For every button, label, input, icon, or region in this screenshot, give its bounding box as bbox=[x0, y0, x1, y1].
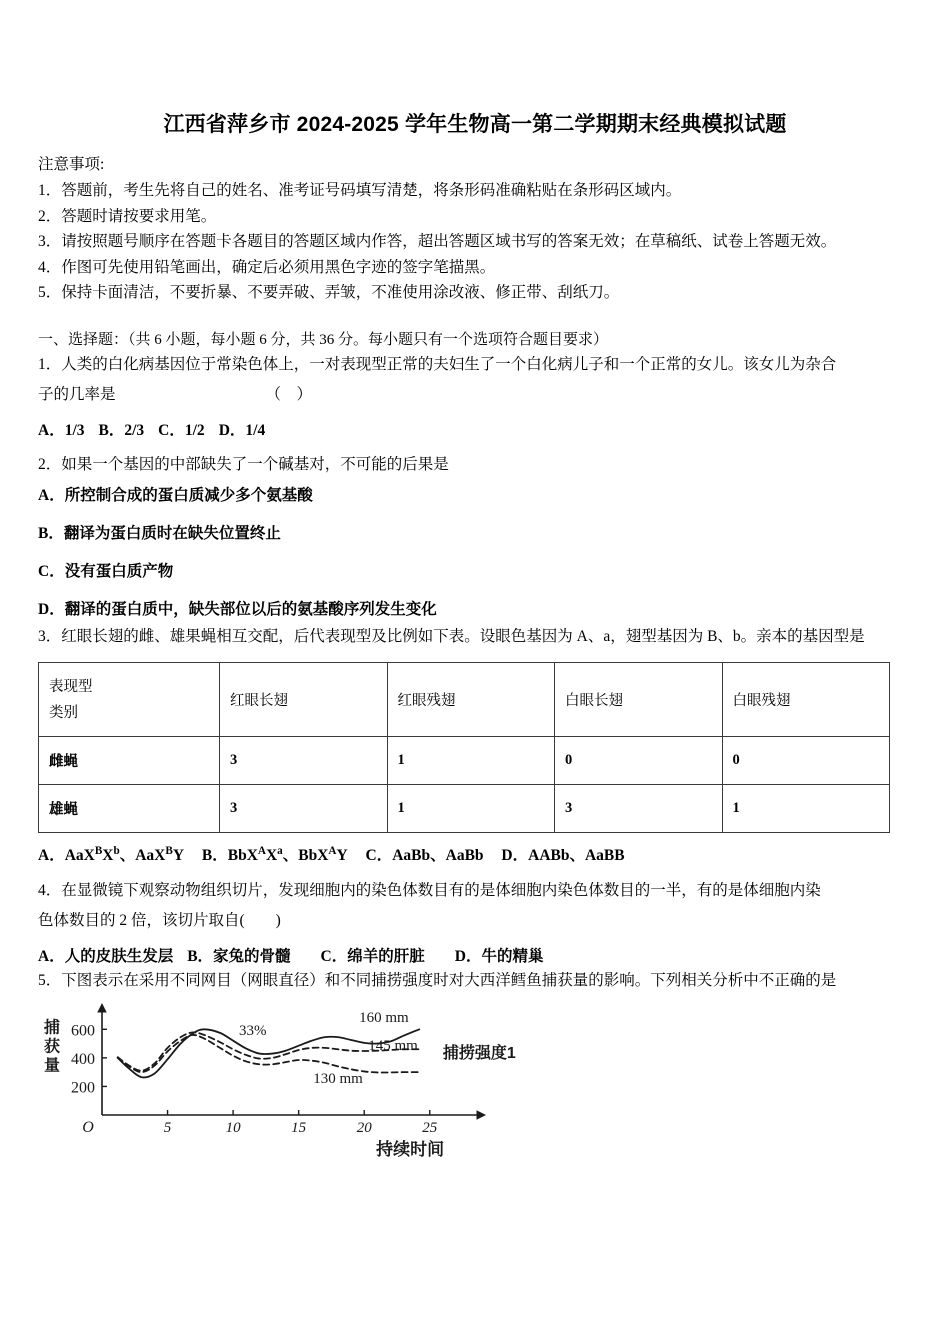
phenotype-ratio-table bbox=[38, 662, 890, 833]
chart-svg bbox=[36, 1003, 516, 1163]
table-header-cell: 红眼长翅 bbox=[220, 663, 388, 737]
question-5 bbox=[38, 968, 928, 993]
chart-annotation: 145 mm bbox=[368, 1038, 418, 1054]
notice-block bbox=[38, 152, 918, 306]
question-1-stem-line1: 1．人类的白化病基因位于常染色体上，一对表现型正常的夫妇生了一个白化病儿子和一个正常的女儿。该女儿为杂合 bbox=[38, 356, 837, 373]
question-2-number: 2． bbox=[38, 456, 62, 473]
x-tick-label: 20 bbox=[356, 1120, 372, 1136]
question-3-stem: 3．红眼长翅的雌、雄果蝇相互交配，后代表现型及比例如下表。设眼色基因为 A、a，翅型基因为 B、b。亲本的基因型是 bbox=[38, 628, 865, 645]
x-tick-label: 10 bbox=[225, 1120, 241, 1136]
section-heading-choice: 一、选择题：（共 6 小题，每小题 6 分，共 36 分。每小题只有一个选项符合题目要求） bbox=[38, 332, 609, 348]
chart-annotation: 160 mm bbox=[359, 1010, 409, 1027]
option-a[interactable]: A．1/3 bbox=[38, 422, 85, 439]
table-row bbox=[39, 785, 890, 833]
question-5-number: 5． bbox=[38, 972, 62, 989]
question-5-stem: 5．下图表示在采用不同网目（网眼直径）和不同捕捞强度时对大西洋鳕鱼捕获量的影响。下列相关分析中不正确的是 bbox=[38, 972, 837, 989]
option-b[interactable]: B．家兔的骨髓 bbox=[187, 948, 291, 965]
question-2-option-b[interactable]: B．翻译为蛋白质时在缺失位置终止 bbox=[38, 525, 281, 542]
option-d[interactable]: D．牛的精巢 bbox=[454, 948, 544, 965]
table-row-label: 雄蝇 bbox=[39, 785, 220, 833]
chart-annotation: 130 mm bbox=[313, 1070, 363, 1087]
y-axis-label-char: 获 bbox=[43, 1038, 61, 1056]
notice-item: 2．答题时请按要求用笔。 bbox=[38, 207, 217, 225]
page-title: 江西省萍乡市 2024-2025 学年生物高一第二学期期末经典模拟试题 bbox=[163, 113, 787, 136]
table-header-cell: 白眼残翅 bbox=[722, 663, 890, 737]
notice-item: 1．答题前，考生先将自己的姓名、准考证号码填写清楚，将条形码准确粘贴在条形码区域内。 bbox=[38, 182, 682, 199]
y-tick-label: 200 bbox=[71, 1079, 95, 1097]
x-axis-label: 持续时间 bbox=[376, 1140, 445, 1159]
notice-item: 5．保持卡面清洁，不要折暴、不要弄破、弄皱，不准使用涂改液、修正带、刮纸刀。 bbox=[38, 284, 620, 301]
question-3-options bbox=[38, 833, 928, 874]
question-3-option-d[interactable]: D．AABb、AaBB bbox=[501, 847, 625, 865]
table-header-cell: 白眼长翅 bbox=[555, 663, 723, 737]
option-c[interactable]: C．1/2 bbox=[158, 422, 205, 439]
origin-label: O bbox=[82, 1119, 94, 1136]
table-header-cell-category bbox=[39, 663, 220, 737]
question-1 bbox=[38, 352, 928, 449]
question-3-option-c[interactable]: C．AaBb、AaBb bbox=[365, 847, 484, 865]
table-cell: 1 bbox=[722, 785, 890, 833]
question-3 bbox=[38, 624, 928, 649]
question-3-option-b[interactable]: B．$BbX^AX^a$、BbX$^A$Y bbox=[201, 845, 348, 865]
question-3-option-list bbox=[38, 833, 928, 874]
table-row bbox=[39, 737, 890, 785]
table-cell: 3 bbox=[220, 785, 388, 833]
option-b[interactable]: B．2/3 bbox=[98, 422, 145, 439]
question-1-stem-line2: 子的几率是 （ ） bbox=[38, 386, 313, 403]
question-1-answer-blank: （ ） bbox=[265, 386, 313, 403]
chart-annotation: 33% bbox=[239, 1023, 267, 1039]
question-4-number: 4． bbox=[38, 882, 62, 899]
question-1-options bbox=[38, 413, 928, 449]
question-1-number: 1． bbox=[38, 356, 62, 373]
question-2-option-d[interactable]: D．翻译的蛋白质中，缺失部位以后的氨基酸序列发生变化 bbox=[38, 601, 437, 618]
question-4-stem-line2: 色体数目的 2 倍，该切片取自( ) bbox=[38, 912, 281, 929]
notice-item: 4．作图可先使用铅笔画出，确定后必须用黑色字迹的签字笔描黑。 bbox=[38, 258, 496, 276]
y-axis-label-char: 量 bbox=[43, 1057, 61, 1075]
question-3-option-a[interactable]: A．$AaX^BX^b$、AaX$^B$Y bbox=[38, 845, 185, 865]
option-d[interactable]: D．1/4 bbox=[218, 422, 266, 439]
y-tick-label: 600 bbox=[71, 1022, 95, 1040]
x-tick-label: 15 bbox=[291, 1120, 307, 1136]
x-tick-label: 25 bbox=[422, 1120, 438, 1136]
header-line-2: 类别 bbox=[49, 705, 78, 721]
table-header-cell: 红眼残翅 bbox=[387, 663, 555, 737]
x-tick-label: 5 bbox=[163, 1120, 172, 1136]
question-3-number: 3． bbox=[38, 628, 62, 645]
question-2-option-c[interactable]: C．没有蛋白质产物 bbox=[38, 563, 174, 580]
fishing-yield-chart bbox=[36, 1003, 516, 1163]
question-2-stem: 2．如果一个基因的中部缺失了一个碱基对，不可能的后果是 bbox=[38, 456, 449, 473]
question-2 bbox=[38, 452, 928, 629]
table-cell: 1 bbox=[387, 737, 555, 785]
option-a[interactable]: A．人的皮肤生发层 bbox=[38, 948, 174, 965]
table-cell: 1 bbox=[387, 785, 555, 833]
header-line-1: 表现型 bbox=[49, 679, 93, 695]
table-row-label: 雌蝇 bbox=[39, 737, 220, 785]
table-header-row bbox=[39, 663, 890, 737]
table-cell: 0 bbox=[722, 737, 890, 785]
question-4-stem-line1: 4．在显微镜下观察动物组织切片，发现细胞内的染色体数目有的是体细胞内染色体数目的一半，有的是体细胞内染 bbox=[38, 882, 821, 899]
chart-annotation: 捕捞强度1 bbox=[442, 1044, 516, 1062]
table-cell: 0 bbox=[555, 737, 723, 785]
y-tick-label: 400 bbox=[71, 1050, 95, 1068]
option-c[interactable]: C．绵羊的肝脏 bbox=[320, 948, 425, 965]
question-2-option-a[interactable]: A．所控制合成的蛋白质减少多个氨基酸 bbox=[38, 487, 313, 504]
y-axis-label-char: 捕 bbox=[43, 1019, 61, 1037]
question-4 bbox=[38, 878, 928, 975]
notice-heading: 注意事项: bbox=[38, 156, 105, 173]
notice-item: 3．请按照题号顺序在答题卡各题目的答题区域内作答，超出答题区域书写的答案无效；在草稿纸、试卷上答题无效。 bbox=[38, 233, 837, 250]
table-cell: 3 bbox=[555, 785, 723, 833]
table-cell: 3 bbox=[220, 737, 388, 785]
